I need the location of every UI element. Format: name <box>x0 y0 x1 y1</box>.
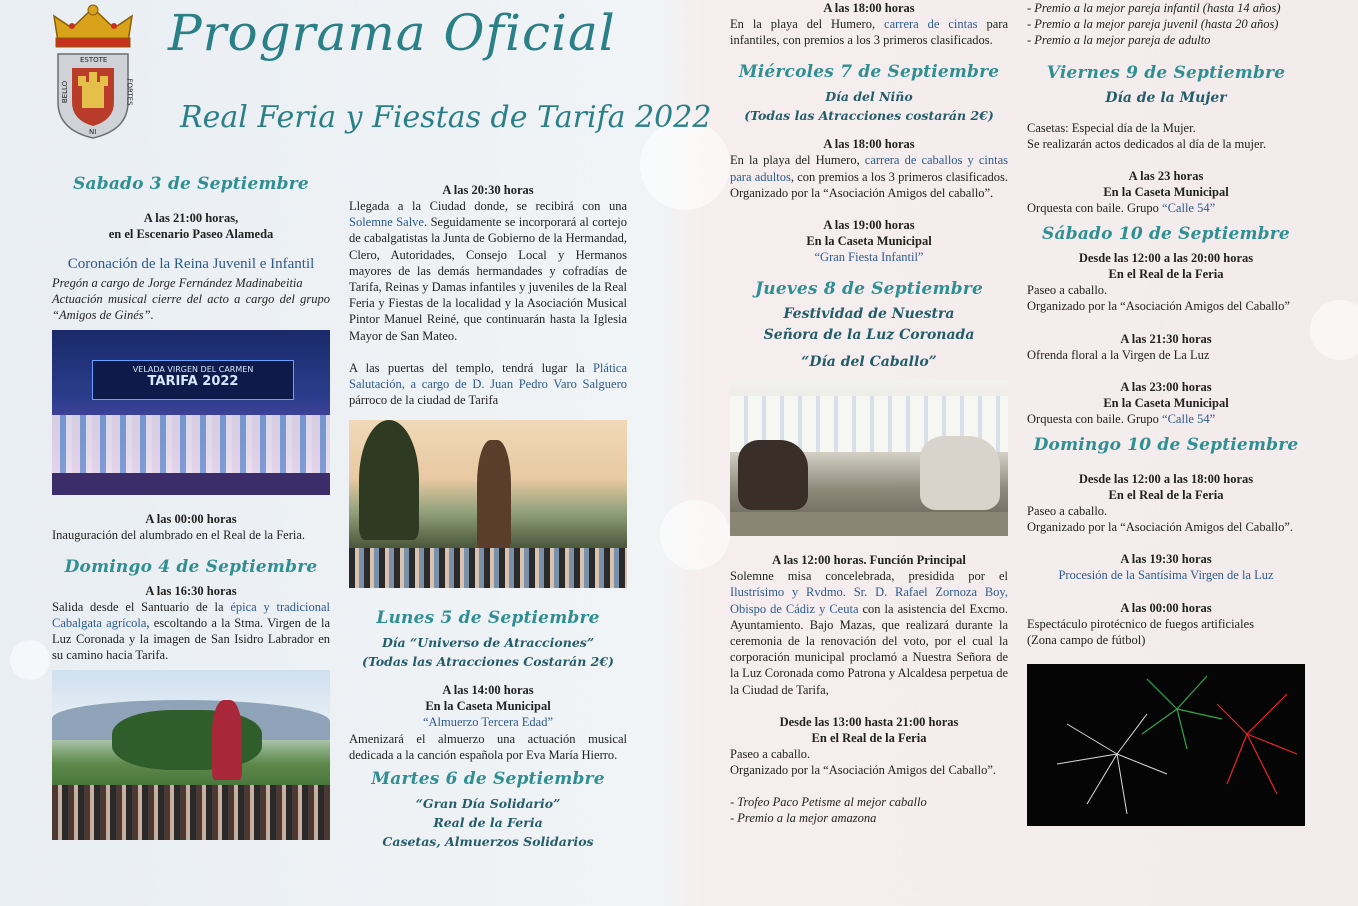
event-time: A las 21:00 horas, <box>143 211 239 225</box>
event-text <box>1027 411 1305 427</box>
event-time: A las 12:00 horas. Función Principal <box>772 553 966 568</box>
event-link[interactable]: “Calle 54” <box>1162 411 1216 426</box>
event-text-part: Salida desde el Santuario de la <box>52 599 231 614</box>
prize-item: - Trofeo Paco Petisme al mejor caballo <box>730 795 927 810</box>
photo-horses <box>730 380 1008 536</box>
event-time: A las 00:00 horas <box>1120 600 1212 615</box>
event-text-part: A las puertas del templo, tendrá lugar la <box>349 360 593 375</box>
day-subtitle: “Día del Caballo” <box>801 354 937 371</box>
event-text-part: párroco de la ciudad de Tarifa <box>349 393 499 408</box>
banner-text: VELADA VIRGEN DEL CARMEN <box>132 364 254 374</box>
event-text-part: Orquesta con baile. Grupo <box>1027 411 1163 426</box>
event-location: en el Escenario Paseo Alameda <box>108 227 274 241</box>
event-text <box>349 360 627 409</box>
event-text <box>349 198 627 344</box>
tarifa-crest <box>40 2 146 140</box>
event-time: A las 21:30 horas <box>1120 331 1212 346</box>
event-text: Organizado por la “Asociación Amigos del Caballo” <box>1027 299 1290 314</box>
event-time: A las 18:00 horas <box>823 1 915 15</box>
event-link[interactable]: carrera de caballos y cintas para adultos <box>730 153 1008 184</box>
day-subtitle: Casetas, Almuerzos Solidarios <box>382 834 594 850</box>
event-text-part: , con premios a los 3 primeros clasificados. Organizado por la “Asociación Amigos del caballo”. <box>730 169 1008 200</box>
event-text: Ofrenda floral a la Virgen de La Luz <box>1027 347 1210 362</box>
background-blob <box>10 640 50 680</box>
day-heading: Sábado 10 de Septiembre <box>1042 224 1290 245</box>
day-subtitle: “Gran Día Solidario” <box>415 796 561 812</box>
event-text-part: Orquesta con baile. Grupo <box>1027 201 1163 216</box>
photo-pilgrimage <box>52 670 330 840</box>
event-text-part: En la playa del Humero, <box>730 17 885 31</box>
column-1 <box>52 170 330 846</box>
event-link[interactable]: Procesión de la Santísima Virgen de la Luz <box>1058 568 1274 583</box>
event-text <box>52 599 330 664</box>
event-link[interactable]: Solemne Salve <box>349 215 424 230</box>
crown-icon <box>40 2 146 140</box>
event-time: A las 19:00 horas <box>823 218 915 233</box>
crest-motto-bottom: NI <box>89 128 97 136</box>
event-text: Organizado por la “Asociación Amigos del Caballo”. <box>1027 520 1294 535</box>
day-subtitle: Día del Niño <box>825 89 913 105</box>
event-link[interactable]: “Almuerzo Tercera Edad” <box>422 715 554 730</box>
event-time: A las 00:00 horas <box>145 511 237 526</box>
day-heading: Sabado 3 de Septiembre <box>73 174 309 194</box>
day-heading: Miércoles 7 de Septiembre <box>738 62 1000 83</box>
event-link[interactable]: Ilustrísimo y Rvdmo. Sr. D. Rafael Zornoza Boy, Obispo de Cádiz y Ceuta <box>730 585 1008 616</box>
crest-motto-left: BELLO <box>61 80 70 104</box>
event-time: A las 23:00 horas <box>1120 379 1212 394</box>
event-text-part: para infantiles, con premios a los 3 primeros clasificados. <box>730 17 1008 48</box>
photo-stage <box>52 473 330 495</box>
crest-motto-right: FORTES <box>125 78 134 106</box>
event-text: Inauguración del alumbrado en el Real de la Feria. <box>52 527 306 542</box>
photo-procession <box>349 420 627 588</box>
photo-palm <box>359 420 419 540</box>
event-text: Pregón a cargo de Jorge Fernández Madinabeitia <box>52 276 303 290</box>
prize-item: - Premio a la mejor amazona <box>730 811 877 826</box>
day-subtitle: (Todas las Atracciones Costarán 2€) <box>362 654 614 670</box>
event-location: En el Real de la Feria <box>1108 488 1224 503</box>
event-text: Casetas: Especial día de la Mujer. <box>1027 120 1196 135</box>
event-time: A las 23 horas <box>1128 169 1204 184</box>
event-time: Desde las 12:00 a las 20:00 horas <box>1078 251 1254 266</box>
photo-statue <box>477 440 511 550</box>
photo-fireworks <box>1027 664 1305 826</box>
event-text: Organizado por la “Asociación Amigos del Caballo”. <box>730 763 997 778</box>
background-blob <box>1310 300 1358 360</box>
photo-ground <box>730 512 1008 536</box>
column-4 <box>1027 0 1305 832</box>
event-location: En la Caseta Municipal <box>425 699 551 714</box>
day-subtitle: Señora de la Luz Coronada <box>763 327 975 344</box>
day-subtitle: (Todas las Atracciones costarán 2€) <box>744 108 994 124</box>
event-time: A las 14:00 horas <box>442 683 534 698</box>
event-time: A las 18:00 horas <box>823 137 915 152</box>
event-time: Desde las 12:00 a las 18:00 horas <box>1078 472 1254 487</box>
prize-item: - Premio a la mejor pareja de adulto <box>1027 33 1211 48</box>
event-location: En la Caseta Municipal <box>1103 395 1229 410</box>
event-link[interactable]: “Gran Fiesta Infantil” <box>814 250 924 265</box>
event-link[interactable]: “Calle 54” <box>1162 201 1216 216</box>
day-subtitle: Real de la Feria <box>433 815 543 831</box>
crest-motto-top: ESTOTE <box>80 56 108 64</box>
column-2 <box>349 182 627 852</box>
day-heading: Martes 6 de Septiembre <box>371 769 605 790</box>
event-text: Paseo a caballo. <box>1027 283 1108 298</box>
event-text-part: Solemne misa concelebrada, presidida por el <box>730 569 1008 584</box>
photo-crowd <box>52 415 330 475</box>
photo-horse <box>738 440 808 510</box>
event-location: En la Caseta Municipal <box>1103 185 1229 200</box>
event-text: Espectáculo pirotécnico de fuegos artificiales <box>1027 616 1254 631</box>
prize-item: - Premio a la mejor pareja infantil (hasta 14 años) <box>1027 1 1281 15</box>
event-time: A las 16:30 horas <box>145 583 237 598</box>
event-text: (Zona campo de fútbol) <box>1027 632 1146 647</box>
event-text: Se realizarán actos dedicados al día de la mujer. <box>1027 136 1267 151</box>
day-heading: Domingo 10 de Septiembre <box>1033 435 1299 456</box>
day-heading: Viernes 9 de Septiembre <box>1046 62 1286 83</box>
event-text: Paseo a caballo. <box>1027 504 1108 519</box>
day-heading: Jueves 8 de Septiembre <box>755 279 983 300</box>
event-text-part: , escoltando a la Stma. Virgen de la Luz Coronada y la imagen de San Isidro Labrador en su camino hacia Tarifa. <box>52 616 331 663</box>
photo-crowd <box>349 548 627 588</box>
photo-horse <box>920 436 1000 510</box>
event-text <box>730 152 1008 201</box>
day-heading: Lunes 5 de Septiembre <box>376 608 600 629</box>
event-location: En el Real de la Feria <box>1108 267 1224 282</box>
event-text <box>730 568 1008 698</box>
column-3 <box>730 0 1008 827</box>
event-location: En el Real de la Feria <box>811 730 927 745</box>
page-title: Programa Oficial <box>168 4 616 62</box>
event-link[interactable]: épica y tradicional Cabalgata agrícola <box>52 599 330 631</box>
prize-item: - Premio a la mejor pareja juvenil (hasta 20 años) <box>1027 17 1279 32</box>
event-link[interactable]: Plática Salutación, a cargo de D. Juan Pedro Varo Salguero <box>349 360 627 392</box>
event-text: Amenizará el almuerzo una actuación musical dedicada a la canción española por Eva María Hierro. <box>349 731 627 762</box>
event-text-part: En la playa del Humero, <box>730 153 865 168</box>
event-title: Coronación de la Reina Juvenil e Infantil <box>67 256 315 272</box>
background-blob <box>660 500 730 570</box>
event-text-part: . Seguidamente se incorporará al cortejo de cabalgatistas la Junta de Gobierno de la Hermandad, Clero, Autoridades, Consejo Local y Hermanos mayores de las demás hermandades y cofradías de Tarifa, Reinas y Damas infantiles y juveniles de la Real Feria y Fiestas de la localidad y la Asociación Musical Pintor Manuel Reiné, que continuarán hasta la Iglesia Mayor de San Mateo. <box>349 215 627 343</box>
event-text: Actuación musical cierre del acto a cargo del grupo “Amigos de Ginés”. <box>52 292 330 323</box>
day-subtitle: Día de la Mujer <box>1105 89 1227 106</box>
day-heading: Domingo 4 de Septiembre <box>64 556 318 577</box>
day-subtitle: Día “Universo de Atracciones” <box>381 635 595 651</box>
event-text: Paseo a caballo. <box>730 746 811 761</box>
photo-figure <box>212 700 242 780</box>
page-subtitle: Real Feria y Fiestas de Tarifa 2022 <box>180 100 712 135</box>
event-time: A las 19:30 horas <box>1120 552 1212 567</box>
photo-crowd <box>52 785 330 840</box>
event-text <box>730 16 1008 48</box>
day-subtitle: Festividad de Nuestra <box>783 306 955 323</box>
fireworks-icon <box>1027 664 1305 826</box>
photo-banner <box>92 360 294 400</box>
event-text <box>1027 200 1305 216</box>
photo-coronation <box>52 330 330 495</box>
event-time: Desde las 13:00 hasta 21:00 horas <box>779 714 959 729</box>
event-text-part: Llegada a la Ciudad donde, se recibirá con una <box>349 199 627 213</box>
event-location: En la Caseta Municipal <box>806 234 932 249</box>
banner-year: TARIFA 2022 <box>147 373 239 389</box>
event-text-part: con la asistencia del Excmo. Ayuntamiento. Bajo Mazas, que realizará durante la ceremonia de la renovación del voto, por el cual la corporación municipal proclamó a Nuestra Señora de la Luz Coronada como Patrona y Alcaldesa perpetua de la Ciudad de Tarifa, <box>730 601 1008 697</box>
event-time: A las 20:30 horas <box>442 183 534 197</box>
event-link[interactable]: carrera de cintas <box>884 17 978 31</box>
